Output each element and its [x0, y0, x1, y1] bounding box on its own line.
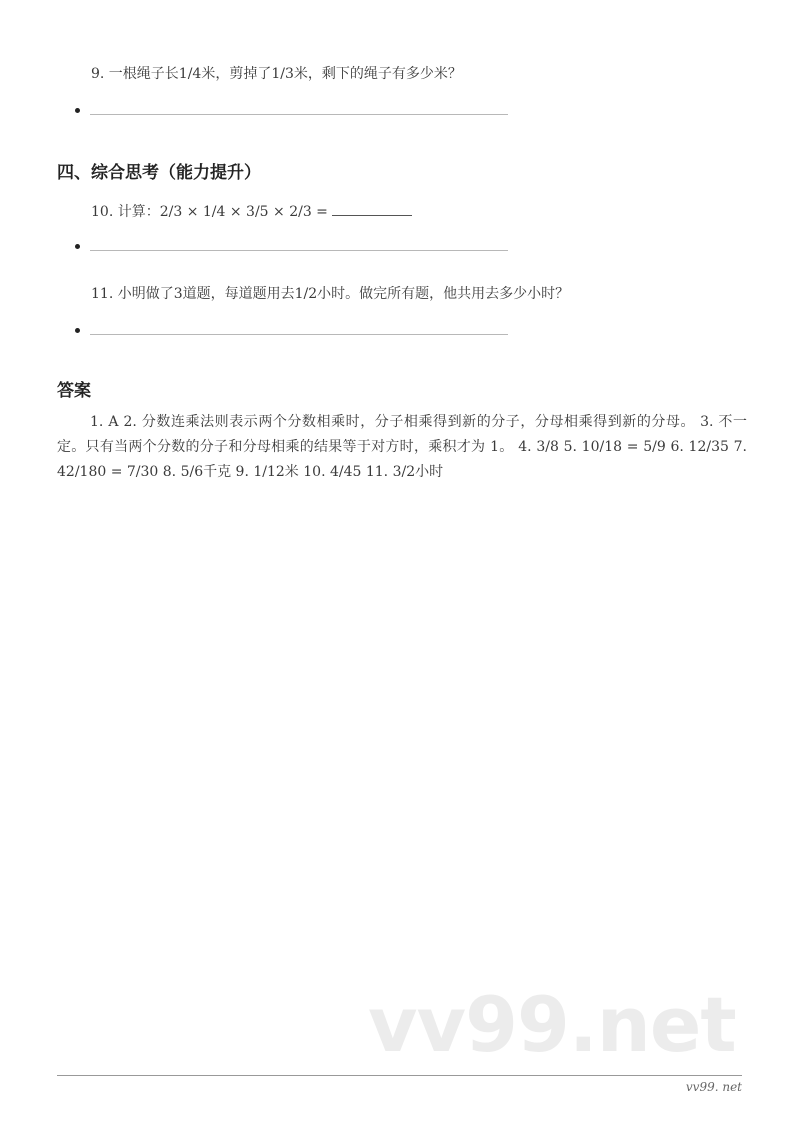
bullet-icon [75, 108, 80, 113]
answers-text: 1. A 2. 分数连乘法则表示两个分数相乘时，分子相乘得到新的分子，分母相乘得到新的分母。 3. 不一定。只有当两个分数的分子和分母相乘的结果等于对方时，乘积才为 1。 4. 3/8 5. 10/18 = 5/9 6. 12/35 7. 42/180 = 7/30 8. 5/6千克 9. 1/12米 10. 4/45 11. 3/2小时 [57, 414, 747, 480]
fill-in-blank[interactable] [332, 203, 412, 216]
answer-underline [90, 114, 508, 115]
section-title-comprehensive: 四、综合思考（能力提升） [57, 163, 261, 183]
bullet-icon [75, 244, 80, 249]
bullet-icon [75, 328, 80, 333]
question-10-text: 10. 计算：2/3 × 1/4 × 3/5 × 2/3 = [91, 204, 333, 220]
question-9: 9. 一根绳子长1/4米，剪掉了1/3米，剩下的绳子有多少米？ [91, 66, 462, 82]
question-10 [91, 202, 412, 222]
answer-line-10[interactable] [75, 240, 515, 254]
footer-site-label: vv99. net [685, 1080, 742, 1094]
footer-divider [57, 1075, 742, 1076]
answer-line-11[interactable] [75, 324, 515, 338]
answer-line-9[interactable] [75, 104, 515, 118]
section-title-answers: 答案 [57, 381, 91, 401]
answer-underline [90, 250, 508, 251]
answer-underline [90, 334, 508, 335]
question-11: 11. 小明做了3道题，每道题用去1/2小时。做完所有题，他共用去多少小时？ [91, 286, 570, 302]
watermark: vv99.net [368, 980, 736, 1069]
